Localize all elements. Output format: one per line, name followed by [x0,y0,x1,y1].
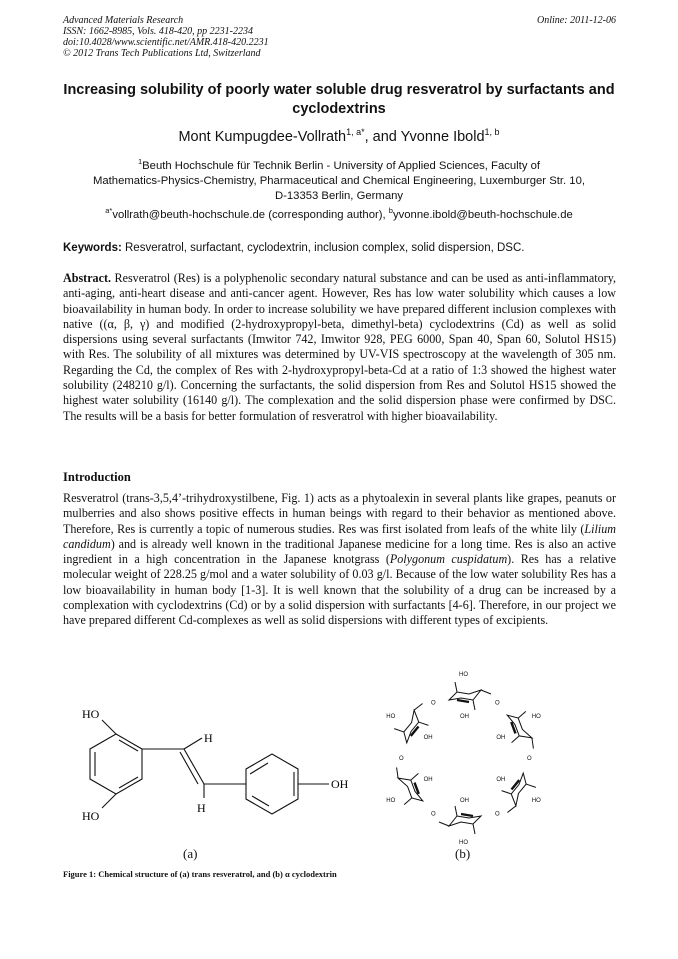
figure-caption [63,869,337,879]
glucose-ring [398,773,423,806]
online-date: Online: 2011-12-06 [537,15,616,26]
glucose-bold-edge [457,700,469,702]
right-benzene-ring [246,754,298,814]
glucose-ring [507,710,532,743]
cd-o-label: O [527,756,532,762]
keywords-label: Keywords: [63,242,122,254]
cd-o-label: O [431,811,436,818]
author-2-affil: 1, b [484,127,500,137]
author-1: Mont Kumpugdee-Vollrath [178,129,347,145]
cd-o-label: O [495,811,500,818]
email-a-sup: a* [105,206,113,215]
glucose-ring [398,710,423,743]
cd-ho-label: HO [531,714,541,720]
email-b: yvonne.ibold@beuth-hochschule.de [392,209,573,221]
figure-label-b: (b) [455,846,471,861]
cd-ho-label: HO [459,672,468,678]
glucose-unit [494,768,539,818]
author-line [60,127,618,145]
atom-ho-bottom: HO [82,809,100,823]
intro-italic-2: Polygonum cuspidatum [389,552,508,567]
cd-ho-label: HO [531,798,541,804]
caption-alpha: α [284,869,290,879]
cd-oh-label: OH [496,735,506,741]
intro-text-2: ) and is already well known in the traditional Japanese medicine for a long time. Res is also an active ingredient in a high concentration in the Japanese knotgrass ( [63,536,616,567]
email-a: vollrath@beuth-hochschule.de (corresponding author), [112,209,389,221]
glucose-ring [449,690,481,700]
caption-suffix: cyclodextrin [289,869,337,879]
author-separator: , and [364,129,401,145]
figure-label-a: (a) [183,846,198,861]
cd-ho-label: HO [386,798,396,804]
journal-name: Advanced Materials Research [63,15,184,26]
atom-ho-top: HO [82,707,100,721]
cd-oh-label: OH [460,798,469,804]
cd-o-label: O [495,700,500,707]
abstract [63,271,616,424]
caption-text: Figure 1: Chemical structure of (a) trans resveratrol, and (b) [63,869,285,879]
glucose-ring [507,773,532,806]
cd-oh-label: OH [423,735,433,741]
paper-title: Increasing solubility of poorly water soluble drug resveratrol by surfactants and cyclodextrins [63,82,615,117]
intro-text-1: Resveratrol (trans-3,5,4’-trihydroxystilbene, Fig. 1) acts as a phytoalexin in several plants like grapes, peanuts or mulberries and also shows positive effects in human beings with regard to their behavior as mentioned above. Therefore, Res is currently a topic of numerous studies. Res was first isolated from leafs of the white lily ( [63,491,616,536]
alpha-cyclodextrin-structure [365,672,565,846]
journal-issn: ISSN: 1662-8985, Vols. 418-420, pp 2231-2234 [63,26,253,37]
journal-doi: doi:10.4028/www.scientific.net/AMR.418-420.2231 [63,37,269,48]
left-benzene-ring [90,734,142,794]
cd-ho-label: HO [459,840,468,846]
intro-italic-1: Lilium candidum [63,521,616,551]
cd-o-label: O [399,756,404,762]
cd-o-label: O [431,700,436,707]
atom-h-bottom: H [197,801,206,815]
affiliation-line-2: Mathematics-Physics-Chemistry, Pharmaceutical and Chemical Engineering, Luxemburger Str. 10, [92,175,586,187]
glucose-unit [439,806,481,834]
glucose-bonds [439,806,475,834]
introduction-paragraph [63,491,616,629]
affiliation [60,154,618,204]
author-1-affil: 1, a* [346,127,365,137]
abstract-text: Resveratrol (Res) is a polyphenolic secondary natural substance and can be used as anti-inflammatory, anti-aging, anti-heart disease and anti-cancer agent. However, Res has low water solubility which causes a low bioavailability in human body. In order to increase solubility we have prepared different inclusion complexes with native ((α, β, γ) and modified (2-hydroxypropyl-beta, dimethyl-beta) cyclodextrins (Cd) as well as solid dispersions using several surfactants (Imwitor 742, Imwitor 928, PEG 6000, Span 40, Span 60, Solutol HS15) with Res. The solubility of all mixtures was determined by UV-VIS spectroscopy at the wavelength of 305 nm. Regarding the Cd, the complex of Res with 2-hydroxypropyl-beta-Cd at a ratio of 1:3 showed the highest water solubility (248210 g/l). Concerning the surfactants, the solid dispersion from Res and Solutol HS15 showed the highest water solubility (16140 g/l). The complexation and the solid dispersion phase were confirmed by DSC. The results will be a basis for better formulation of resveratrol with higher bioavailability. [63,271,616,423]
cd-oh-label: OH [496,777,506,783]
glucose-bonds [455,682,491,710]
cd-oh-label: OH [423,777,433,783]
email-b-sup: b [388,206,393,215]
copyright: © 2012 Trans Tech Publications Ltd, Switzerland [63,48,261,59]
resveratrol-structure [74,700,364,830]
keywords [63,242,618,254]
glucose-unit [449,682,491,710]
section-heading-introduction: Introduction [63,470,131,484]
intro-text-3: ). Res has a relative molecular weight of 228.25 g/mol and a water solubility of 0.03 g/l. Because of the low water solubility Res has a low bioavailability in human body [1-3]. It is well known that the solubility of a drug can be increased by a complexation with cyclodextrins (Cd) or by a solid dispersion with surfactants [4-6]. Therefore, in our project we have prepared different Cd-complexes as well as solid dispersions with different types of excipients. [63,552,616,628]
author-2: Yvonne Ibold [400,129,485,145]
atom-h-top: H [204,731,213,745]
glucose-ring [449,816,481,826]
cd-oh-label: OH [460,714,469,720]
keywords-text: Resveratrol, surfactant, cyclodextrin, inclusion complex, solid dispersion, DSC. [121,242,525,254]
affiliation-sup: 1 [137,157,143,166]
email-line [60,206,618,221]
affiliation-line-1: Beuth Hochschule für Technik Berlin - University of Applied Sciences, Faculty of [142,160,541,172]
atom-oh-right: OH [331,777,349,791]
glucose-bold-edge [461,814,473,816]
cd-ho-label: HO [386,714,396,720]
abstract-label: Abstract. [63,271,112,285]
affiliation-line-3: D-13353 Berlin, Germany [274,190,404,202]
journal-header [63,15,616,59]
